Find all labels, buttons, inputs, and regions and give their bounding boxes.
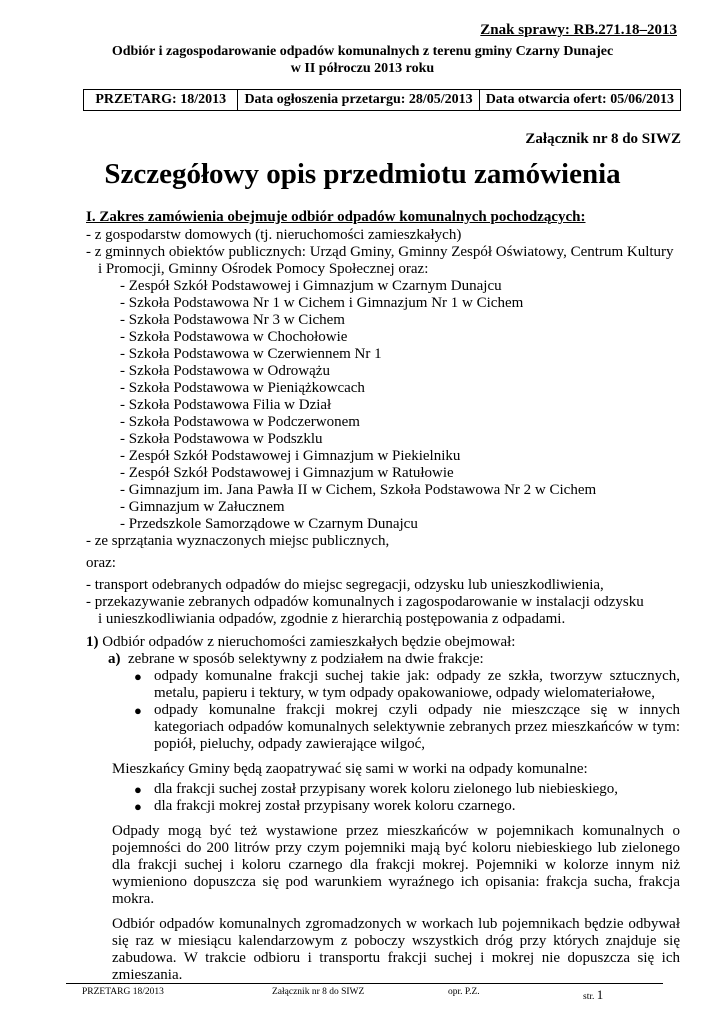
school-item: - Szkoła Podstawowa w Pieniążkowcach — [120, 380, 365, 396]
collection-paragraph: Odbiór odpadów komunalnych zgromadzonych w workach lub pojemnikach będzie odbywał się raz w miesiącu kalendarzowym z poboczy wszystkich dróg przy których znajduje się zabudowa. W trakcie odbioru i transportu frakcji suchej i mokrej nie dopuszcza się ich zmieszania. — [112, 916, 680, 983]
footer-annex: Załącznik nr 8 do SIWZ — [272, 987, 365, 997]
footer-page — [583, 987, 603, 1003]
fraction-bullet-text: odpady komunalne frakcji suchej takie jak: odpady ze szkła, tworzyw sztucznych, metalu, papieru i tektury, w tym odpady opakowaniowe, odpady wielomateriałowe, — [154, 668, 680, 701]
footer-divider — [66, 983, 663, 984]
transfer-line: - przekazywanie zebranych odpadów komunalnych i zagospodarowanie w instalacji odzysku — [86, 594, 644, 610]
point-1a-text: zebrane w sposób selektywny z podziałem na dwie frakcje: — [128, 651, 484, 667]
bullet-icon: ● — [134, 669, 142, 684]
offers-date: Data otwarcia ofert: 05/06/2013 — [479, 90, 680, 111]
school-item: - Zespół Szkół Podstawowej i Gimnazjum w Czarnym Dunajcu — [120, 278, 502, 294]
section-heading: I. Zakres zamówienia obejmuje odbiór odpadów komunalnych pochodzących: — [86, 209, 586, 225]
school-item: - Szkoła Podstawowa Nr 1 w Cichem i Gimnazjum Nr 1 w Cichem — [120, 295, 524, 311]
announce-date: Data ogłoszenia przetargu: 28/05/2013 — [238, 90, 479, 111]
point-1-text: Odbiór odpadów z nieruchomości zamieszkałych będzie obejmował: — [102, 634, 516, 650]
school-item: - Gimnazjum w Załucznem — [120, 499, 285, 515]
bag-bullet — [86, 781, 680, 798]
school-item: - Szkoła Podstawowa w Odrowążu — [120, 363, 330, 379]
school-item: - Szkoła Podstawowa w Podszklu — [120, 431, 323, 447]
bag-bullet-text: dla frakcji suchej został przypisany worek koloru zielonego lub niebieskiego, — [154, 781, 619, 797]
tender-info-table — [83, 89, 681, 111]
document-body — [86, 227, 680, 984]
transfer-line: i unieszkodliwiania odpadów, zgodnie z hierarchią postępowania z odpadami. — [98, 611, 566, 627]
school-item: - Szkoła Podstawowa w Chochołowie — [120, 329, 348, 345]
residents-line: Mieszkańcy Gminy będą zaopatrywać się sami w worki na odpady komunalne: — [112, 761, 588, 777]
footer-author: opr. P.Z. — [448, 987, 480, 997]
bullet-icon: ● — [134, 703, 142, 718]
annex-label: Załącznik nr 8 do SIWZ — [525, 131, 681, 147]
doc-header-title: Odbiór i zagospodarowanie odpadów komunalnych z terenu gminy Czarny Dunajec — [111, 44, 614, 59]
bag-bullet — [86, 798, 680, 815]
point-1 — [86, 634, 680, 651]
school-item: - Gimnazjum im. Jana Pawła II w Cichem, Szkoła Podstawowa Nr 2 w Cichem — [120, 482, 597, 498]
school-item: - Szkoła Podstawowa w Czerwiennem Nr 1 — [120, 346, 382, 362]
source-line: i Promocji, Gminny Ośrodek Pomocy Społecznej oraz: — [98, 261, 429, 277]
school-item: - Przedszkole Samorządowe w Czarnym Dunajcu — [120, 516, 418, 532]
school-item: - Zespół Szkół Podstawowej i Gimnazjum w Piekielniku — [120, 448, 461, 464]
school-item: - Szkoła Podstawowa w Podczerwonem — [120, 414, 360, 430]
source-line: - z gospodarstw domowych (tj. nieruchomości zamieszkałych) — [86, 227, 462, 243]
doc-header-subtitle: w II półroczu 2013 roku — [290, 61, 435, 76]
bullet-icon: ● — [134, 782, 142, 797]
containers-paragraph: Odpady mogą być też wystawione przez mieszkańców w pojemnikach komunalnych o pojemności do 200 litrów przy czym pojemniki mają być koloru niebieskiego lub zielonego dla frakcji suchej i koloru czarnego dla frakcji mokrej. Pojemniki w kolorze innym niż wymieniono dopuszcza się pod warunkiem wyraźnego ich opisania: frakcja sucha, frakcja mokra. — [112, 823, 680, 907]
point-1a-label: a) — [108, 651, 121, 667]
page-title: Szczegółowy opis przedmiotu zamówienia — [104, 158, 621, 190]
footer-page-label: str. — [583, 992, 595, 1002]
oraz-label: oraz: — [86, 555, 116, 571]
case-number: Znak sprawy: RB.271.18–2013 — [480, 22, 677, 38]
fraction-bullet-text: odpady komunalne frakcji mokrej czyli odpady nie mieszczące się w innych kategoriach odpadów komunalnych selektywnie zebranych przez mieszkańców w tym: popiół, pieluchy, odpady zawierające wilgoć, — [154, 702, 680, 752]
bullet-icon: ● — [134, 799, 142, 814]
fraction-bullet — [86, 702, 680, 753]
transport-line: - transport odebranych odpadów do miejsc segregacji, odzysku lub unieszkodliwienia, — [86, 577, 604, 593]
footer-tender: PRZETARG 18/2013 — [82, 987, 164, 997]
point-1a — [86, 651, 680, 668]
school-item: - Szkoła Podstawowa Nr 3 w Cichem — [120, 312, 345, 328]
fraction-bullet — [86, 668, 680, 702]
school-item: - Zespół Szkół Podstawowej i Gimnazjum w Ratułowie — [120, 465, 454, 481]
tender-number: PRZETARG: 18/2013 — [84, 90, 238, 111]
source-line: - z gminnych obiektów publicznych: Urząd Gminy, Gminny Zespół Oświatowy, Centrum Kultury — [86, 244, 674, 260]
school-item: - Szkoła Podstawowa Filia w Dział — [120, 397, 332, 413]
footer-page-number: 1 — [596, 987, 604, 1002]
point-1-number: 1) — [86, 634, 99, 650]
public-places-line: - ze sprzątania wyznaczonych miejsc publicznych, — [86, 533, 390, 549]
bag-bullet-text: dla frakcji mokrej został przypisany worek koloru czarnego. — [154, 798, 516, 814]
